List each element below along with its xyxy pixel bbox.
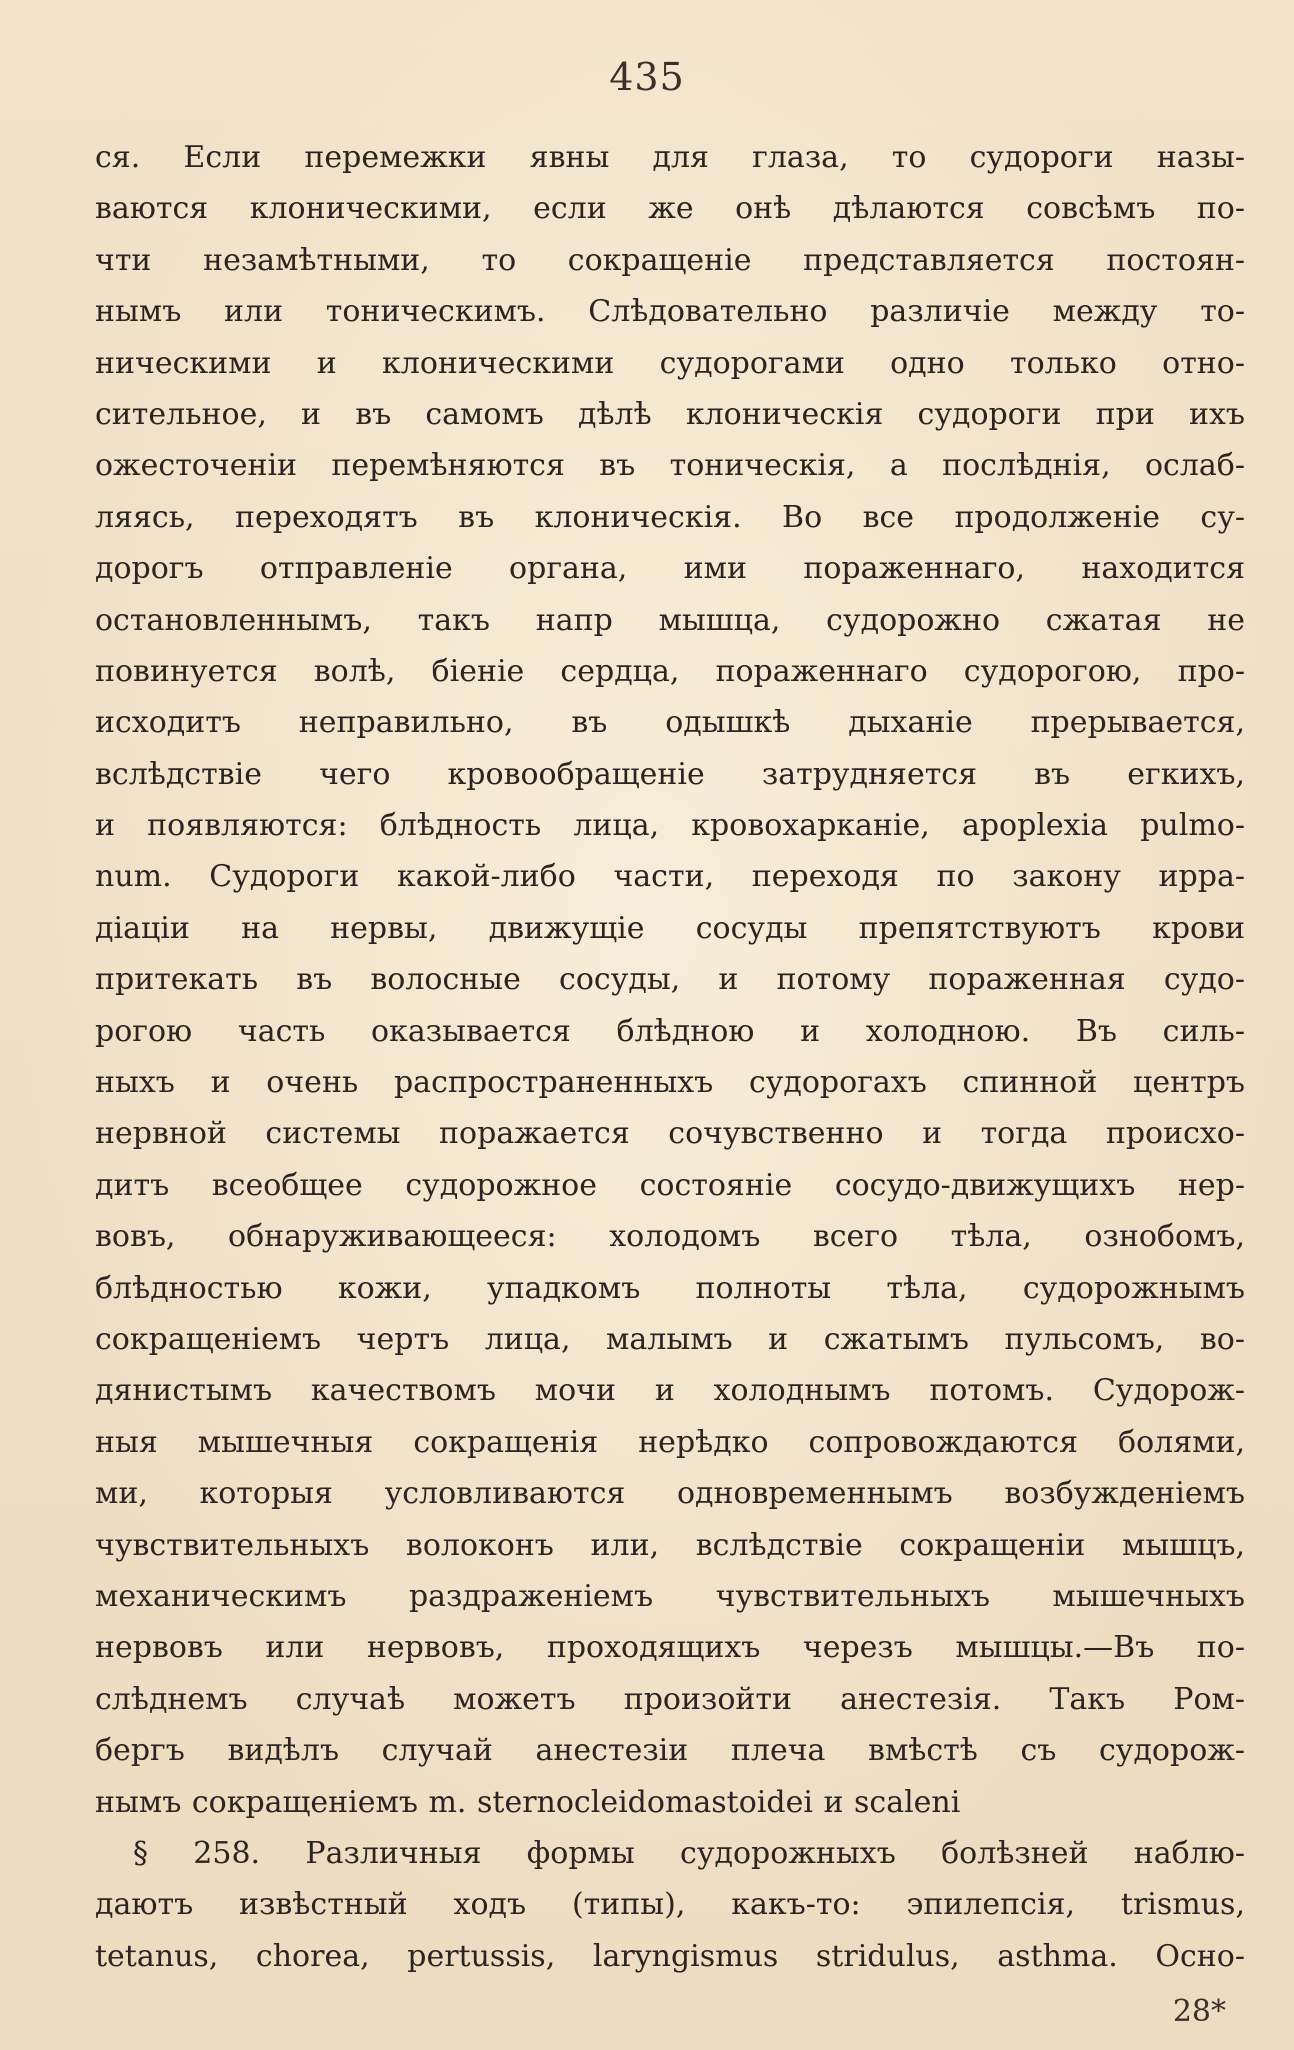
text-line-16: діаціи на нервы, движущіе сосуды препятствуютъ крови xyxy=(95,910,1245,946)
section-258-line-2: даютъ извѣстный ходъ (типы), какъ-то: эпилепсія, trismus, xyxy=(95,1887,1245,1923)
text-line-18: рогою часть оказывается блѣдною и холодною. Въ силь- xyxy=(95,1013,1245,1049)
text-line-14: и появляются: блѣдность лица, кровохарканіе, apoplexia pulmo- xyxy=(95,808,1245,844)
text-line-6: сительное, и въ самомъ дѣлѣ клоническія судороги при ихъ xyxy=(95,396,1245,432)
text-line-20: нервной системы поражается сочувственно и тогда происхо- xyxy=(95,1116,1245,1152)
text-line-13: вслѣдствіе чего кровообращеніе затрудняется въ егкихъ, xyxy=(95,756,1245,792)
text-line-30: нервовъ или нервовъ, проходящихъ черезъ мышцы.—Въ по- xyxy=(95,1630,1245,1666)
text-line-8: ляясь, переходятъ въ клоническія. Во все продолженіе су- xyxy=(95,499,1245,535)
text-line-26: ныя мышечныя сокращенія нерѣдко сопровождаются болями, xyxy=(95,1424,1245,1460)
text-line-31: слѣднемъ случаѣ можетъ произойти анестезія. Такъ Ром- xyxy=(95,1681,1245,1717)
text-line-19: ныхъ и очень распространенныхъ судорогахъ спинной центръ xyxy=(95,1065,1245,1101)
text-line-27: ми, которыя условливаются одновременнымъ возбужденіемъ xyxy=(95,1476,1245,1512)
text-line-25: дянистымъ качествомъ мочи и холоднымъ потомъ. Судорож- xyxy=(95,1373,1245,1409)
text-line-11: повинуется волѣ, біеніе сердца, пораженнаго судорогою, про- xyxy=(95,653,1245,689)
text-line-4: нымъ или тоническимъ. Слѣдовательно различіе между то- xyxy=(95,294,1245,330)
text-line-21: дитъ всеобщее судорожное состояніе сосудо-движущихъ нер- xyxy=(95,1167,1245,1203)
signature-mark: 28* xyxy=(1172,1994,1226,2029)
text-line-15: num. Судороги какой-либо части, переходя по закону ирра- xyxy=(95,859,1245,895)
text-line-10: остановленнымъ, такъ напр мышца, судорожно сжатая не xyxy=(95,602,1245,638)
text-line-29: механическимъ раздраженіемъ чувствительныхъ мышечныхъ xyxy=(95,1578,1245,1614)
text-line-22: вовъ, обнаруживающееся: холодомъ всего тѣла, ознобомъ, xyxy=(95,1219,1245,1255)
section-258-line-3: tetanus, chorea, pertussis, laryngismus stridulus, asthma. Осно- xyxy=(95,1938,1245,1974)
text-line-28: чувствительныхъ волоконъ или, вслѣдствіе сокращеніи мышцъ, xyxy=(95,1527,1245,1563)
text-line-7: ожесточеніи перемѣняются въ тоническія, а послѣднія, ослаб- xyxy=(95,448,1245,484)
text-line-9: дорогъ отправленіе органа, ими пораженнаго, находится xyxy=(95,551,1245,587)
text-line-33: нымъ сокращеніемъ m. sternocleidomastoidei и scaleni xyxy=(95,1784,961,1820)
text-line-2: ваются клоническими, если же онѣ дѣлаются совсѣмъ по- xyxy=(95,191,1245,227)
text-line-5: ническими и клоническими судорогами одно только отно- xyxy=(95,345,1245,381)
text-line-12: исходитъ неправильно, въ одышкѣ дыханіе прерывается, xyxy=(95,705,1245,741)
text-line-1: ся. Если перемежки явны для глаза, то судороги назы- xyxy=(95,140,1245,175)
section-258-line-1: § 258. Различныя формы судорожныхъ болѣзней наблю- xyxy=(133,1835,1245,1871)
text-line-32: бергъ видѣлъ случай анестезіи плеча вмѣстѣ съ судорож- xyxy=(95,1733,1245,1769)
page-number: 435 xyxy=(609,55,685,99)
text-line-3: чти незамѣтными, то сокращеніе представляется постоян- xyxy=(95,242,1245,278)
text-line-24: сокращеніемъ чертъ лица, малымъ и сжатымъ пульсомъ, во- xyxy=(95,1321,1245,1357)
text-line-23: блѣдностью кожи, упадкомъ полноты тѣла, судорожнымъ xyxy=(95,1270,1245,1306)
body-text xyxy=(95,132,1245,1982)
text-line-17: притекать въ волосные сосуды, и потому пораженная судо- xyxy=(95,962,1245,998)
